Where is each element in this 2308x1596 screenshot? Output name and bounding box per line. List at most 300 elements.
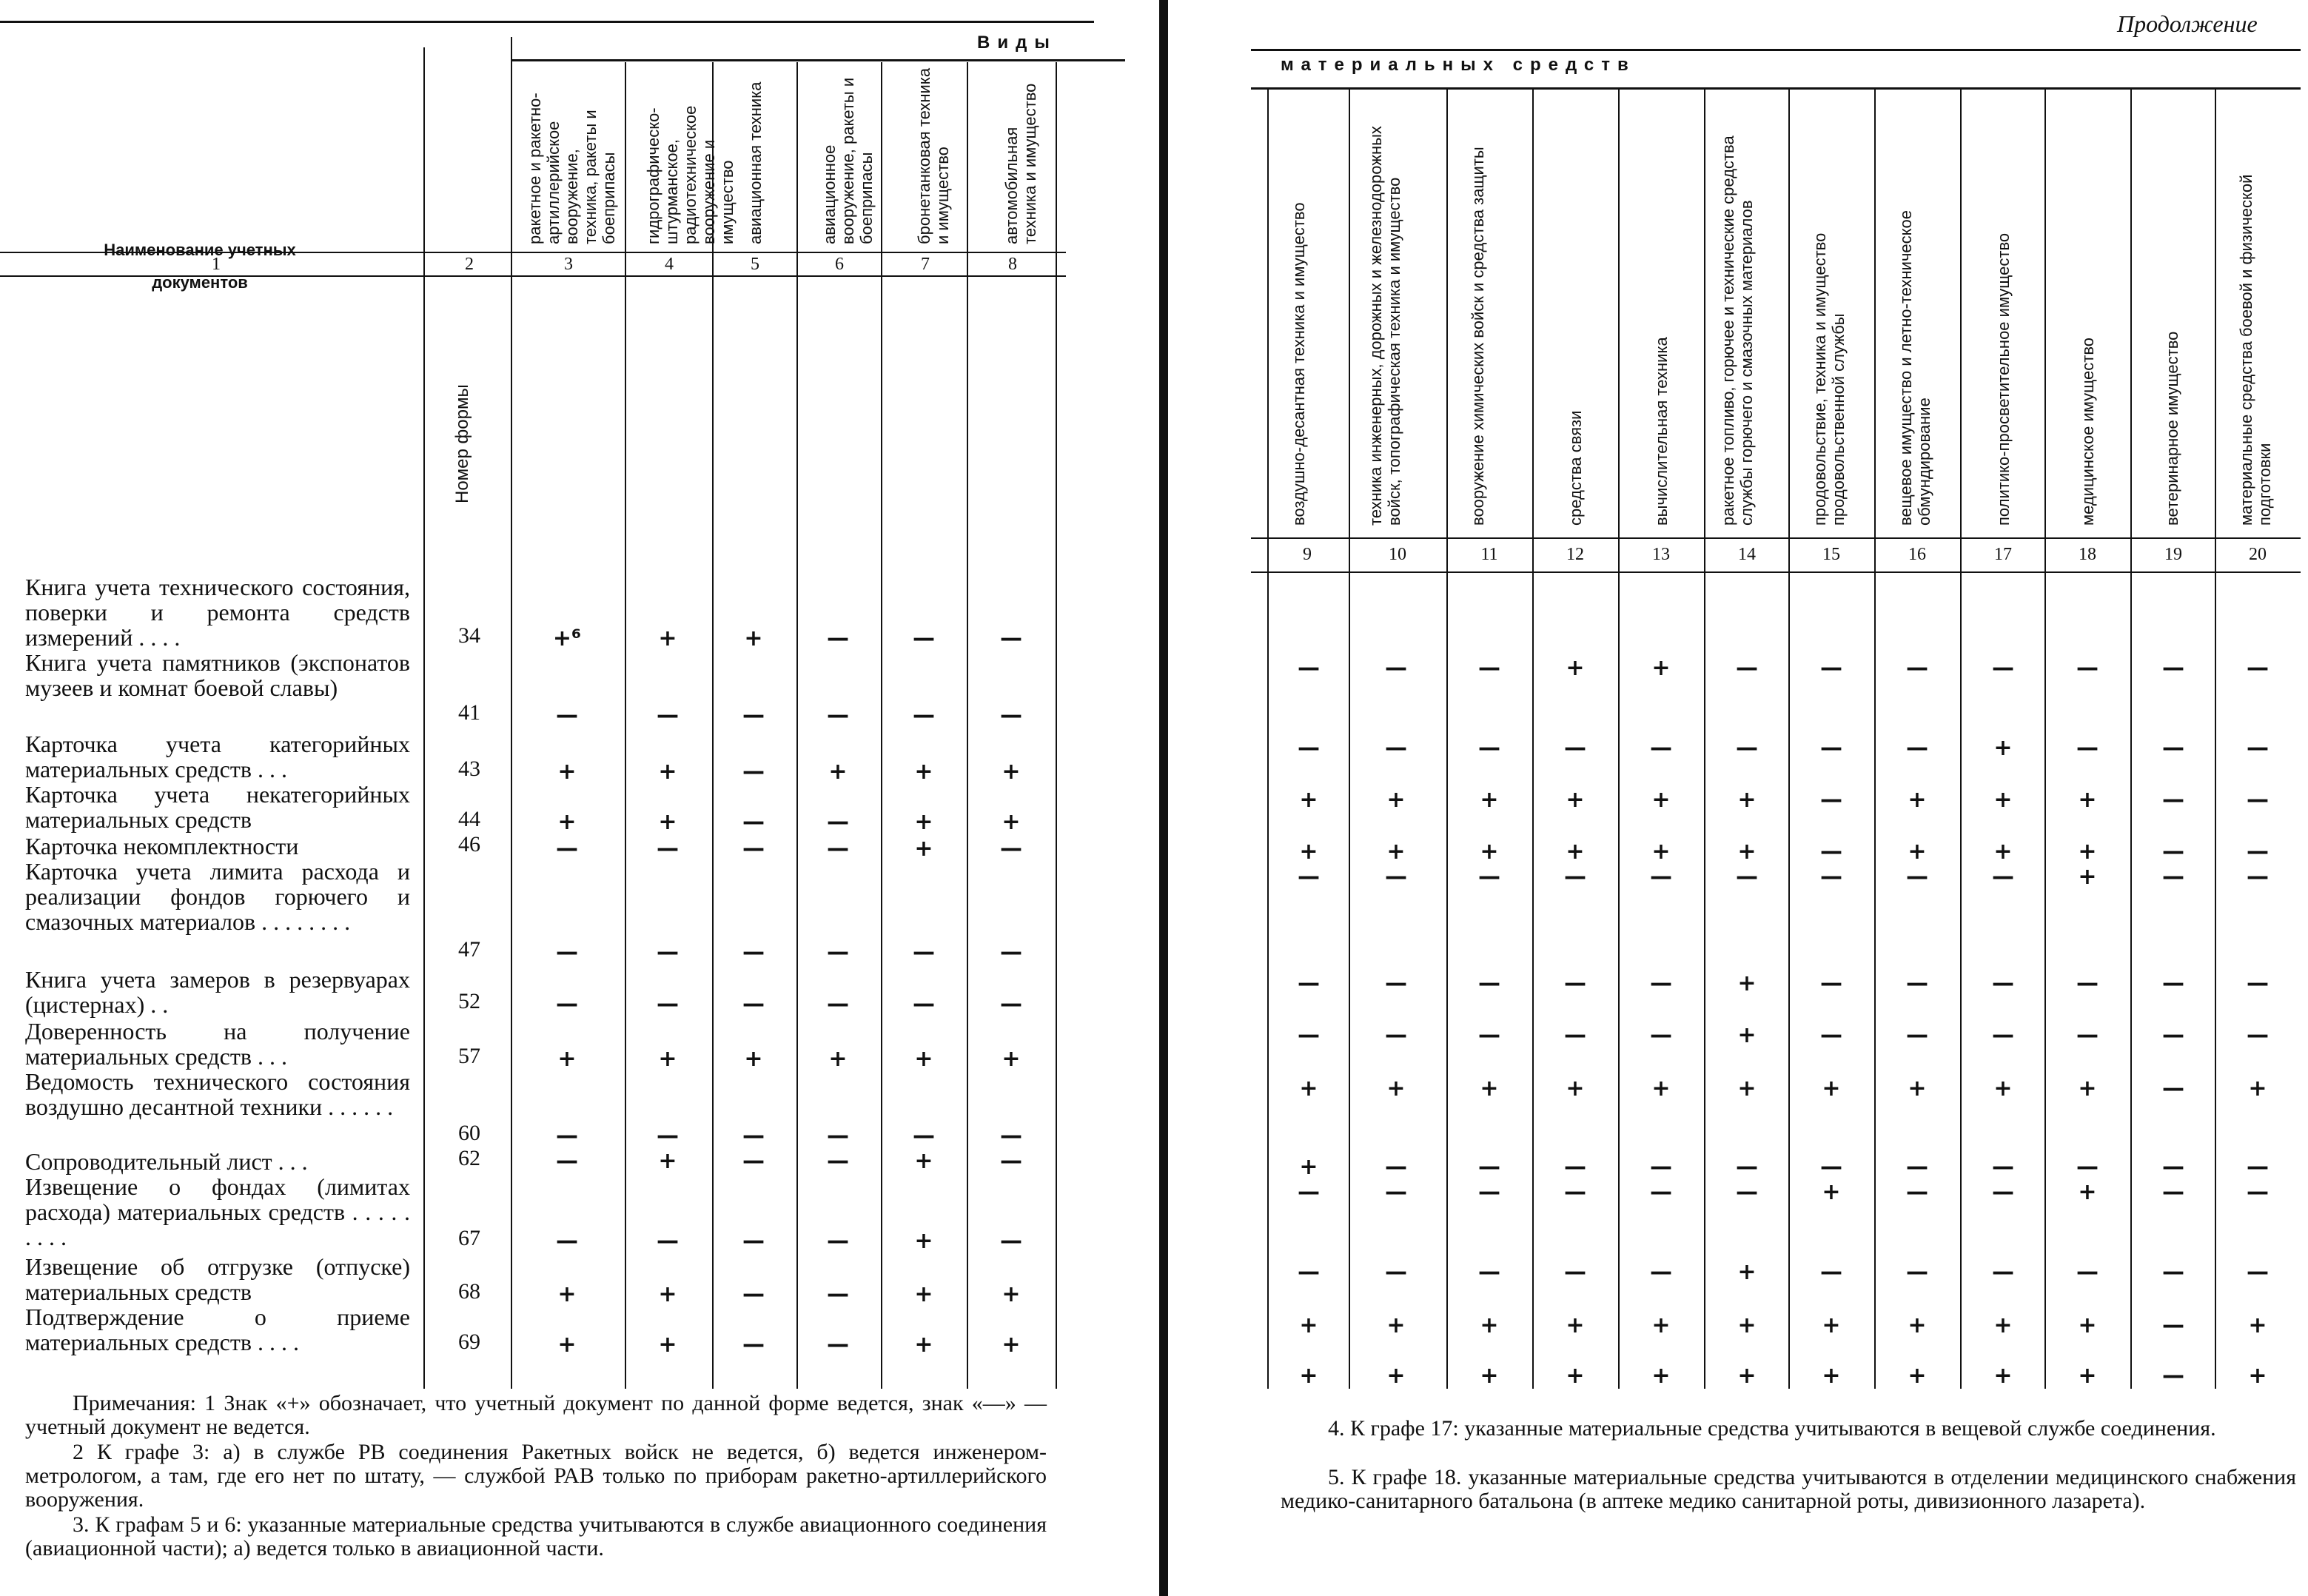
cell-mark: — xyxy=(2162,1022,2184,1048)
cell-mark: + xyxy=(1651,1312,1671,1338)
form-number: 41 xyxy=(458,700,480,725)
doc-name: Карточка учета лимита расхода и реализации фондов горючего и смазочных материалов . . . . . . . . xyxy=(25,858,410,935)
col-divider xyxy=(1960,89,1962,1389)
col-number: 11 xyxy=(1480,545,1498,564)
cell-mark: — xyxy=(1736,1179,1758,1205)
cell-mark: + xyxy=(1737,1363,1757,1389)
cell-mark: + xyxy=(1480,1363,1499,1389)
cell-mark: — xyxy=(556,939,578,965)
cell-mark: + xyxy=(1908,787,1927,813)
cell-mark: + xyxy=(1908,1076,1927,1102)
col-number: 9 xyxy=(1303,545,1312,564)
cell-mark: + xyxy=(1299,839,1318,865)
cell-mark: — xyxy=(2162,1363,2184,1389)
col-header-3: ракетное и ракетно-артиллерийское вооружение, техника, ракеты и боеприпасы xyxy=(526,93,618,244)
cell-mark: — xyxy=(1000,1123,1022,1149)
cell-mark: + xyxy=(1737,839,1757,865)
cell-mark: + xyxy=(1002,1046,1021,1072)
cell-mark: — xyxy=(1478,735,1500,761)
doc-name: Карточка учета некатегорийных материальных средств xyxy=(25,781,410,833)
note-1: Примечания: 1 Знак «+» обозначает, что учетный документ по данной форме ведется, знак «—» — учетный документ не ведется. xyxy=(25,1391,1047,1439)
col-number: 7 xyxy=(921,255,930,274)
form-number: 67 xyxy=(458,1226,480,1250)
cell-mark: + xyxy=(914,836,933,862)
col-header-6: авиационное вооружение, ракеты и боеприпасы xyxy=(820,77,876,244)
doc-name-header: Наименование учетных документов xyxy=(104,241,296,292)
cell-mark: — xyxy=(1385,1259,1407,1285)
cell-mark: — xyxy=(1298,735,1320,761)
cell-mark: + xyxy=(1480,787,1499,813)
form-number: 46 xyxy=(458,832,480,856)
col-header-8: автомобильная техника и имущество xyxy=(1002,83,1039,244)
page-gutter xyxy=(1159,0,1168,1596)
cell-mark: — xyxy=(2162,1179,2184,1205)
cell-mark: + xyxy=(828,1046,848,1072)
cell-mark: — xyxy=(2247,1259,2269,1285)
group-rule xyxy=(511,59,1125,61)
cell-mark: — xyxy=(2076,1022,2099,1048)
cell-mark: + xyxy=(1822,1363,1841,1389)
col-divider xyxy=(1267,89,1269,1389)
top-rule xyxy=(1251,49,2301,51)
cell-mark: — xyxy=(1564,1179,1586,1205)
cell-mark: + xyxy=(1993,787,2013,813)
cell-mark: + xyxy=(2078,1312,2097,1338)
cell-mark: + xyxy=(1002,1281,1021,1307)
note-3: 3. К графам 5 и 6: указанные материальные средства учитываются в службе авиационного соединения (авиационной части); а) ведется только в авиационной части. xyxy=(25,1512,1047,1560)
cell-mark: — xyxy=(742,809,765,835)
col-divider xyxy=(2044,89,2046,1389)
cell-mark: — xyxy=(1906,655,1928,681)
cell-mark: + xyxy=(2248,1363,2267,1389)
col-divider xyxy=(625,62,626,1389)
doc-name: Извещение об отгрузке (отпуске) материальных средств xyxy=(25,1253,410,1305)
cell-mark: + xyxy=(557,759,577,785)
cell-mark: — xyxy=(2247,864,2269,890)
cell-mark: — xyxy=(1000,1148,1022,1174)
cell-mark: + xyxy=(1566,839,1585,865)
cell-mark: + xyxy=(1737,970,1757,996)
col-divider xyxy=(967,62,968,1389)
cell-mark: — xyxy=(1992,970,2014,996)
cell-mark: + xyxy=(828,759,848,785)
col-header-5: авиационная техника xyxy=(746,81,765,244)
continuation-label: Продолжение xyxy=(2117,10,2258,37)
cell-mark: + xyxy=(914,1046,933,1072)
cell-mark: — xyxy=(1906,735,1928,761)
cell-mark: + xyxy=(1822,1179,1841,1205)
cell-mark: — xyxy=(657,1123,679,1149)
cell-mark: — xyxy=(1906,1179,1928,1205)
cell-mark: — xyxy=(2076,735,2099,761)
cell-mark: + xyxy=(1299,1154,1318,1180)
cell-mark: — xyxy=(1000,836,1022,862)
cell-mark: — xyxy=(1564,1154,1586,1180)
col-header-17: политико-просветительное имущество xyxy=(1994,232,2013,526)
cell-mark: — xyxy=(2247,735,2269,761)
cell-mark: + xyxy=(1737,1259,1757,1285)
cell-mark: — xyxy=(556,1123,578,1149)
cell-mark: — xyxy=(556,703,578,728)
cell-mark: — xyxy=(1298,655,1320,681)
col-header-14: ракетное топливо, горючее и технические средства службы горючего и смазочных материалов xyxy=(1719,135,1756,526)
cell-mark: — xyxy=(1906,1154,1928,1180)
cell-mark: — xyxy=(1650,970,1672,996)
cell-mark: + xyxy=(1993,1363,2013,1389)
form-no-header: Номер формы xyxy=(452,384,472,503)
cell-mark: + xyxy=(1386,839,1406,865)
cell-mark: + xyxy=(1566,1312,1585,1338)
doc-name: Карточка некомплектности xyxy=(25,833,299,859)
doc-name: Книга учета технического состояния, поверки и ремонта средств измерений . . . . xyxy=(25,574,410,651)
cell-mark: — xyxy=(2162,864,2184,890)
col-divider xyxy=(423,47,425,1389)
cell-mark: — xyxy=(742,703,765,728)
cell-mark: — xyxy=(1564,864,1586,890)
cell-mark: + xyxy=(1386,1312,1406,1338)
cell-mark: + xyxy=(914,759,933,785)
col-number: 17 xyxy=(1994,545,2012,564)
cell-mark: + xyxy=(1386,1363,1406,1389)
form-number: 43 xyxy=(458,757,480,781)
cell-mark: — xyxy=(1385,864,1407,890)
cell-mark: + xyxy=(557,1281,577,1307)
cell-mark: + xyxy=(914,809,933,835)
cell-mark: — xyxy=(913,703,935,728)
cell-mark: — xyxy=(827,1332,849,1358)
cell-mark: — xyxy=(2247,970,2269,996)
cell-mark: — xyxy=(1385,655,1407,681)
col-divider xyxy=(1446,89,1448,1389)
cell-mark: + xyxy=(1566,1076,1585,1102)
cell-mark: + xyxy=(1651,655,1671,681)
col-number: 12 xyxy=(1566,545,1584,564)
cell-mark: — xyxy=(1385,735,1407,761)
form-number: 34 xyxy=(458,623,480,648)
cell-mark: — xyxy=(1000,991,1022,1017)
cell-mark: — xyxy=(1298,1259,1320,1285)
cell-mark: — xyxy=(2247,655,2269,681)
cell-mark: — xyxy=(1564,1259,1586,1285)
cell-mark: — xyxy=(2247,839,2269,865)
col-number: 13 xyxy=(1652,545,1670,564)
cell-mark: — xyxy=(2162,787,2184,813)
col-number: 19 xyxy=(2164,545,2182,564)
cell-mark: — xyxy=(742,759,765,785)
cell-mark: — xyxy=(1478,1259,1500,1285)
cell-mark: — xyxy=(742,836,765,862)
col-header-4: гидрографическо-штурманское, радиотехническое вооружение и имущество xyxy=(644,105,737,244)
cell-mark: + xyxy=(1386,787,1406,813)
cell-mark: +⁶ xyxy=(552,626,582,651)
cell-mark: — xyxy=(1564,735,1586,761)
col-header-19: ветеринарное имущество xyxy=(2163,331,2181,526)
doc-name: Доверенность на получение материальных средств . . . xyxy=(25,1018,410,1070)
cell-mark: — xyxy=(2162,1076,2184,1102)
cell-mark: — xyxy=(1992,655,2014,681)
cell-mark: + xyxy=(2078,787,2097,813)
col-number: 5 xyxy=(751,255,759,274)
note-4: 4. К графе 17: указанные материальные средства учитываются в вещевой службе соединения. xyxy=(1328,1416,2216,1441)
form-number: 47 xyxy=(458,937,480,962)
col-header-10: техника инженерных, дорожных и железнодорожных войск, топографическая техника и имущество xyxy=(1366,126,1403,526)
col-number: 15 xyxy=(1822,545,1840,564)
form-number: 68 xyxy=(458,1279,480,1304)
cell-mark: + xyxy=(557,1046,577,1072)
col-divider xyxy=(881,62,882,1389)
cell-mark: — xyxy=(1478,1154,1500,1180)
group-header-materials: материальных средств xyxy=(1281,55,1636,75)
col-number: 8 xyxy=(1008,255,1017,274)
cell-mark: — xyxy=(2247,787,2269,813)
cell-mark: — xyxy=(2162,970,2184,996)
cell-mark: + xyxy=(1822,1076,1841,1102)
cell-mark: — xyxy=(1820,1022,1842,1048)
doc-name: Книга учета памятников (экспонатов музеев и комнат боевой славы) xyxy=(25,649,410,701)
cell-mark: — xyxy=(1906,970,1928,996)
col-divider xyxy=(1532,89,1534,1389)
cell-mark: — xyxy=(2247,1154,2269,1180)
cell-mark: + xyxy=(914,1228,933,1254)
cell-mark: — xyxy=(2162,839,2184,865)
cell-mark: + xyxy=(914,1281,933,1307)
col-divider xyxy=(511,37,512,1389)
cell-mark: — xyxy=(1298,970,1320,996)
cell-mark: — xyxy=(1000,1228,1022,1254)
col-number: 14 xyxy=(1738,545,1756,564)
cell-mark: + xyxy=(2078,1363,2097,1389)
col-divider xyxy=(1618,89,1620,1389)
cell-mark: — xyxy=(1650,1154,1672,1180)
cell-mark: + xyxy=(1737,1022,1757,1048)
cell-mark: — xyxy=(827,809,849,835)
top-rule xyxy=(0,21,1094,23)
col-number: 1 xyxy=(212,255,221,274)
cell-mark: — xyxy=(1385,1022,1407,1048)
cell-mark: — xyxy=(1478,864,1500,890)
cell-mark: — xyxy=(556,836,578,862)
cell-mark: — xyxy=(2247,1022,2269,1048)
cell-mark: — xyxy=(1820,1259,1842,1285)
cell-mark: — xyxy=(1820,864,1842,890)
cell-mark: — xyxy=(657,991,679,1017)
cell-mark: + xyxy=(658,1281,677,1307)
doc-name: Подтверждение о приеме материальных средств . . . . xyxy=(25,1304,410,1355)
cell-mark: — xyxy=(2247,1179,2269,1205)
col-header-12: средства связи xyxy=(1566,410,1585,526)
cell-mark: — xyxy=(1478,1022,1500,1048)
cell-mark: — xyxy=(827,836,849,862)
cell-mark: + xyxy=(1908,1312,1927,1338)
cell-mark: — xyxy=(1820,735,1842,761)
cell-mark: + xyxy=(2078,1179,2097,1205)
cell-mark: + xyxy=(1993,735,2013,761)
col-header-7: бронетанковая техника и имущество xyxy=(915,67,952,244)
col-header-11: вооружение химических войск и средства защиты xyxy=(1469,147,1487,526)
cell-mark: — xyxy=(827,703,849,728)
doc-name: Ведомость технического состояния воздушно десантной техники . . . . . . xyxy=(25,1068,410,1120)
cell-mark: — xyxy=(742,1228,765,1254)
cell-mark: + xyxy=(2248,1312,2267,1338)
cell-mark: + xyxy=(557,809,577,835)
col-divider xyxy=(1349,89,1350,1389)
cell-mark: — xyxy=(1736,1154,1758,1180)
cell-mark: — xyxy=(1992,1259,2014,1285)
cell-mark: — xyxy=(1564,970,1586,996)
cell-mark: — xyxy=(913,991,935,1017)
cell-mark: + xyxy=(1908,1363,1927,1389)
col-header-15: продовольствие, техника и имущество продовольственной службы xyxy=(1811,232,1848,526)
cell-mark: + xyxy=(1480,1076,1499,1102)
cell-mark: — xyxy=(657,836,679,862)
cell-mark: — xyxy=(1478,970,1500,996)
col-header-13: вычислительная техника xyxy=(1652,337,1671,526)
cell-mark: — xyxy=(1478,1179,1500,1205)
cell-mark: — xyxy=(913,626,935,651)
col-number: 4 xyxy=(665,255,674,274)
cell-mark: — xyxy=(1992,1022,2014,1048)
cell-mark: — xyxy=(827,1281,849,1307)
cell-mark: — xyxy=(1820,970,1842,996)
cell-mark: — xyxy=(1298,1022,1320,1048)
col-number: 10 xyxy=(1389,545,1406,564)
cell-mark: — xyxy=(1906,1022,1928,1048)
cell-mark: — xyxy=(2076,1154,2099,1180)
col-number: 3 xyxy=(564,255,573,274)
cell-mark: + xyxy=(1908,839,1927,865)
cell-mark: — xyxy=(1650,1179,1672,1205)
col-header-16: вещевое имущество и летно-техническое обмундирование xyxy=(1896,210,1933,526)
cell-mark: + xyxy=(1993,1076,2013,1102)
cell-mark: — xyxy=(2162,1154,2184,1180)
col-number: 2 xyxy=(465,255,474,274)
col-divider xyxy=(796,62,798,1389)
cell-mark: — xyxy=(1820,1154,1842,1180)
doc-name: Карточка учета категорийных материальных средств . . . xyxy=(25,731,410,782)
cell-mark: — xyxy=(1564,1022,1586,1048)
cell-mark: — xyxy=(742,1123,765,1149)
doc-name: Сопроводительный лист . . . xyxy=(25,1148,308,1175)
cell-mark: + xyxy=(2248,1076,2267,1102)
cell-mark: — xyxy=(1385,1179,1407,1205)
col-divider xyxy=(1056,62,1057,1389)
col-number-rule-top xyxy=(1251,537,2301,539)
cell-mark: + xyxy=(744,626,763,651)
cell-mark: + xyxy=(1651,839,1671,865)
cell-mark: — xyxy=(1650,864,1672,890)
col-divider xyxy=(2215,89,2216,1389)
cell-mark: + xyxy=(658,626,677,651)
cell-mark: + xyxy=(914,1332,933,1358)
cell-mark: — xyxy=(1478,655,1500,681)
cell-mark: — xyxy=(913,1123,935,1149)
cell-mark: — xyxy=(657,703,679,728)
cell-mark: — xyxy=(1000,939,1022,965)
cell-mark: — xyxy=(913,939,935,965)
cell-mark: — xyxy=(827,1123,849,1149)
col-number: 6 xyxy=(835,255,844,274)
cell-mark: — xyxy=(742,1281,765,1307)
col-divider xyxy=(1704,89,1705,1389)
cell-mark: — xyxy=(1650,1022,1672,1048)
cell-mark: — xyxy=(827,1148,849,1174)
col-number: 20 xyxy=(2249,545,2267,564)
cell-mark: — xyxy=(1650,735,1672,761)
cell-mark: — xyxy=(827,626,849,651)
form-number: 60 xyxy=(458,1121,480,1145)
cell-mark: + xyxy=(2078,1076,2097,1102)
cell-mark: — xyxy=(556,991,578,1017)
cell-mark: — xyxy=(1298,864,1320,890)
cell-mark: — xyxy=(2076,1259,2099,1285)
cell-mark: + xyxy=(658,1332,677,1358)
cell-mark: — xyxy=(1906,864,1928,890)
cell-mark: + xyxy=(1386,1076,1406,1102)
cell-mark: + xyxy=(658,809,677,835)
doc-name: Извещение о фондах (лимитах расхода) материальных средств . . . . . . . . . xyxy=(25,1173,410,1250)
cell-mark: — xyxy=(1385,1154,1407,1180)
cell-mark: — xyxy=(2162,1259,2184,1285)
cell-mark: + xyxy=(1002,1332,1021,1358)
group-rule xyxy=(1251,87,2301,90)
form-number: 57 xyxy=(458,1044,480,1068)
cell-mark: — xyxy=(2162,1312,2184,1338)
cell-mark: + xyxy=(2078,864,2097,890)
cell-mark: + xyxy=(1002,809,1021,835)
cell-mark: + xyxy=(658,759,677,785)
cell-mark: — xyxy=(1820,787,1842,813)
group-header-vidy: Виды xyxy=(977,33,1057,53)
cell-mark: — xyxy=(742,991,765,1017)
cell-mark: — xyxy=(1820,655,1842,681)
cell-mark: — xyxy=(657,939,679,965)
cell-mark: + xyxy=(658,1046,677,1072)
cell-mark: — xyxy=(2076,970,2099,996)
col-header-9: воздушно-десантная техника и имущество xyxy=(1289,202,1308,526)
cell-mark: + xyxy=(1566,787,1585,813)
cell-mark: — xyxy=(1385,970,1407,996)
cell-mark: + xyxy=(658,1148,677,1174)
cell-mark: — xyxy=(1992,1179,2014,1205)
cell-mark: — xyxy=(1298,1179,1320,1205)
cell-mark: + xyxy=(1993,1312,2013,1338)
cell-mark: + xyxy=(2078,839,2097,865)
cell-mark: + xyxy=(744,1046,763,1072)
col-number: 18 xyxy=(2079,545,2096,564)
cell-mark: — xyxy=(1736,735,1758,761)
cell-mark: — xyxy=(742,1148,765,1174)
col-divider xyxy=(2130,89,2132,1389)
col-header-18: медицинское имущество xyxy=(2079,338,2097,526)
cell-mark: — xyxy=(742,1332,765,1358)
form-number: 44 xyxy=(458,807,480,831)
cell-mark: + xyxy=(1822,1312,1841,1338)
cell-mark: + xyxy=(1651,1363,1671,1389)
cell-mark: + xyxy=(1566,655,1585,681)
cell-mark: — xyxy=(1992,1154,2014,1180)
cell-mark: — xyxy=(2162,655,2184,681)
cell-mark: + xyxy=(1566,1363,1585,1389)
cell-mark: + xyxy=(1299,1363,1318,1389)
note-2: 2 К графе 3: а) в службе РВ соединения Ракетных войск не ведется, б) ведется инженером-метрологом, а там, где его нет по штату, — службой РАВ только по приборам ракетно-артиллерийского вооружения. xyxy=(25,1440,1047,1512)
cell-mark: + xyxy=(1299,1076,1318,1102)
cell-mark: — xyxy=(2162,735,2184,761)
cell-mark: — xyxy=(1736,655,1758,681)
cell-mark: + xyxy=(1002,759,1021,785)
col-divider xyxy=(1788,89,1790,1389)
cell-mark: — xyxy=(2076,655,2099,681)
cell-mark: + xyxy=(914,1148,933,1174)
